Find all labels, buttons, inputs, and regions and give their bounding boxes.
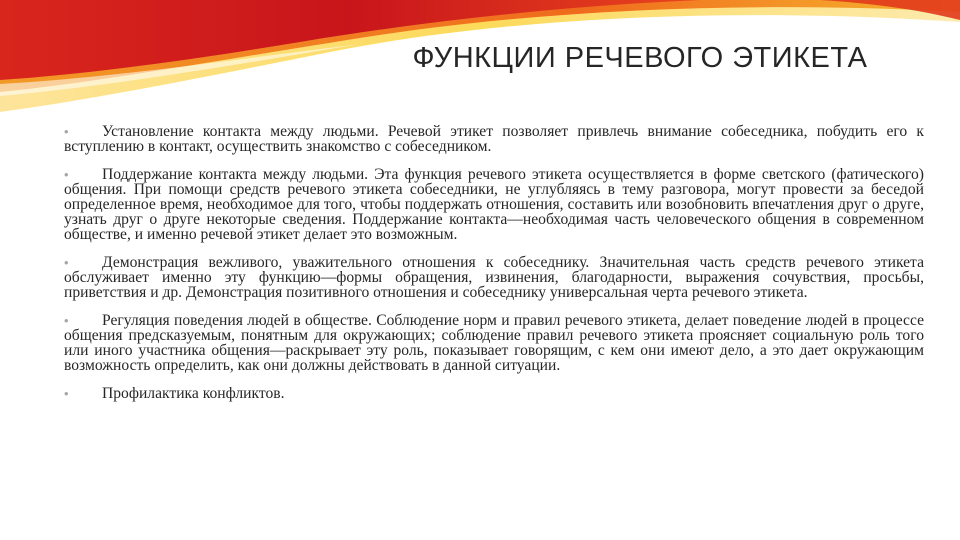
- bullet-dot-icon: •: [64, 386, 69, 401]
- list-item: [64, 386, 924, 401]
- list-item: [64, 167, 924, 242]
- bullet-dot-icon: •: [64, 255, 69, 270]
- bullet-dot-icon: •: [64, 313, 69, 328]
- bullet-dot-icon: •: [64, 124, 69, 139]
- bullet-list: [64, 124, 924, 414]
- bullet-text: Профилактика конфликтов.: [102, 385, 285, 402]
- list-item: [64, 313, 924, 373]
- bullet-text: Установление контакта между людьми. Речевой этикет позволяет привлечь внимание собеседника, побудить его к вступлению в контакт, осуществить знакомство с собеседником.: [64, 123, 924, 155]
- list-item: [64, 255, 924, 300]
- list-item: [64, 124, 924, 154]
- bullet-text: Поддержание контакта между людьми. Эта функция речевого этикета осуществляется в форме светского (фатического) общения. При помощи средств речевого этикета собеседники, не углубляясь в тему разговора, могут провести за беседой определенное время, необходимое для того, чтобы поддержать отношения, составить или возобновить впечатления друг о друге, узнать друг о друге некоторые сведения. Поддержание контакта—необходимая часть человеческого общения в современном обществе, и именно речевой этикет делает это возможным.: [64, 166, 924, 243]
- bullet-text: Регуляция поведения людей в обществе. Соблюдение норм и правил речевого этикета, делает поведение людей в процессе общения предсказуемым, понятным для окружающих; соблюдение правил речевого этикета проясняет социальную роль того или иного участника общения—раскрывает эту роль, показывает говорящим, с кем они имеют дело, а это дает окружающим возможность определить, как они должны действовать в данной ситуации.: [64, 312, 924, 374]
- bullet-text: Демонстрация вежливого, уважительного отношения к собеседнику. Значительная часть средств речевого этикета обслуживает именно эту функцию—формы обращения, извинения, благодарности, выражения сочувствия, просьбы, приветствия и др. Демонстрация позитивного отношения и собеседнику универсальная черта речевого этикета.: [64, 254, 924, 301]
- bullet-dot-icon: •: [64, 167, 69, 182]
- slide-title: ФУНКЦИИ РЕЧЕВОГО ЭТИКЕТА: [412, 42, 868, 74]
